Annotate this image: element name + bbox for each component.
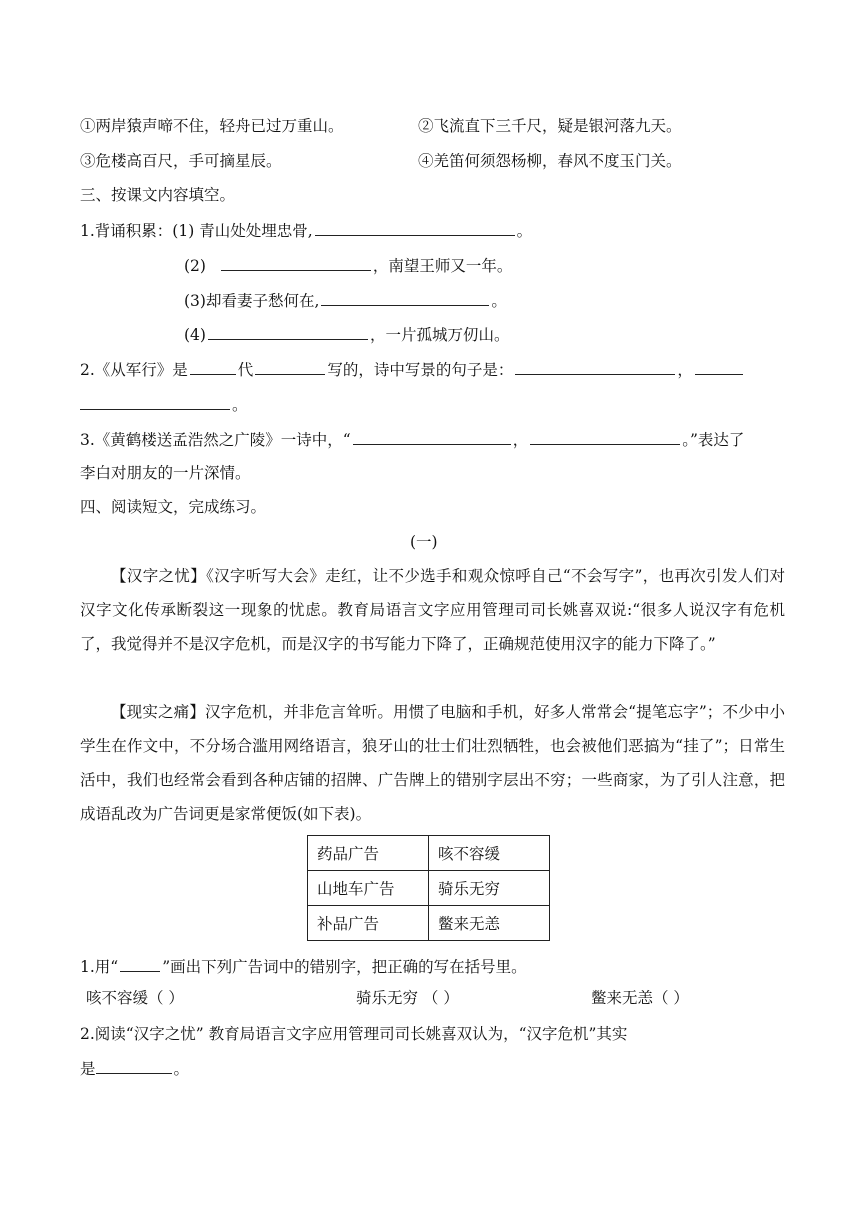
poem-text: ，一片孤城万仞山。 xyxy=(369,326,510,344)
answer-blank[interactable] xyxy=(530,428,680,445)
answer-blank[interactable] xyxy=(120,955,160,972)
question-2-line-1 xyxy=(80,358,745,380)
punctuation: 。 xyxy=(173,1060,190,1078)
item-number: (2) xyxy=(184,257,206,275)
question-1-label: 1.背诵积累： xyxy=(80,222,173,240)
poem-option-2: ②飞流直下三千尺，疑是银河落九天。 xyxy=(418,117,682,135)
punctuation: ， xyxy=(677,361,693,379)
answer-blank[interactable] xyxy=(315,219,515,236)
table-cell: 咳不容缓 xyxy=(429,836,550,871)
table-row xyxy=(308,871,550,906)
table-row xyxy=(308,906,550,941)
section3-heading: 三、按课文内容填空。 xyxy=(80,186,236,204)
passage-paragraph-1: 【汉字之忧】《汉字听写大会》走红，让不少选手和观众惊呼自己“不会写字”，也再次引发人们对汉字文化传承断裂这一现象的忧虑。教育局语言文字应用管理司司长姚喜双说:“很多人说汉字有危机了，我觉得并不是汉字危机，而是汉字的书写能力下降了，正确规范使用汉字的能力下降了。” xyxy=(80,567,785,653)
passage-question-2: 2.阅读“汉字之忧” 教育局语言文字应用管理司司长姚喜双认为，“汉字危机”其实 xyxy=(80,1025,628,1043)
question-1-line-3 xyxy=(184,289,507,311)
punctuation: 。 xyxy=(232,396,248,414)
answer-blank[interactable] xyxy=(80,393,230,410)
question-text: 1.用“ xyxy=(80,958,119,976)
question-text: 2.《从军行》是 xyxy=(80,361,188,379)
question-text: ”画出下列广告词中的错别字，把正确的写在括号里。 xyxy=(162,958,527,976)
poem-option-3: ③危楼高百尺，手可摘星辰。 xyxy=(80,152,282,170)
poem-option-1: ①两岸猿声啼不住，轻舟已过万重山。 xyxy=(80,117,344,135)
question-text: 是 xyxy=(80,1060,96,1078)
item-number: (4) xyxy=(184,326,206,344)
poem-option-4: ④羌笛何须怨杨柳，春风不度玉门关。 xyxy=(418,152,682,170)
answer-3: 鳖来无恙（ ） xyxy=(591,989,689,1007)
answer-2: 骑乐无穷 （ ） xyxy=(356,989,459,1007)
item-number: (1) xyxy=(172,222,195,240)
passage-question-2-line-2 xyxy=(80,1057,189,1079)
poem-text: ，南望王师又一年。 xyxy=(372,257,513,275)
question-text: 代 xyxy=(237,361,254,379)
section4-heading: 四、阅读短文，完成练习。 xyxy=(80,498,267,516)
table-cell: 骑乐无穷 xyxy=(429,871,550,906)
answer-blank[interactable] xyxy=(190,358,236,375)
poem-text: (3)却看妻子愁何在, xyxy=(184,292,320,310)
table-row xyxy=(308,836,550,871)
answer-blank[interactable] xyxy=(221,254,371,271)
question-1-line-1 xyxy=(80,219,532,241)
answer-blank[interactable] xyxy=(321,289,489,306)
passage-question-1 xyxy=(80,955,527,977)
question-text: 写的，诗中写景的句子是： xyxy=(327,361,514,379)
passage-paragraph-2: 【现实之痛】汉字危机，并非危言耸听。用惯了电脑和手机，好多人常常会“提笔忘字”；不少中小学生在作文中，不分场合滥用网络语言，狼牙山的壮士们壮烈牺牲，也会被他们恶搞为“挂了”；日常生活中，我们也经常会看到各种店铺的招牌、广告牌上的错别字层出不穷；一些商家，为了引人注意，把成语乱改为广告词更是家常便饭(如下表)。 xyxy=(80,703,785,823)
question-3-line-2: 李白对朋友的一片深情。 xyxy=(80,464,251,482)
punctuation: 。 xyxy=(516,222,533,240)
table-cell: 山地车广告 xyxy=(308,871,429,906)
answer-blank[interactable] xyxy=(515,358,675,375)
table-cell: 补品广告 xyxy=(308,906,429,941)
poem-text: 青山处处埋忠骨, xyxy=(199,222,313,240)
question-2-line-2 xyxy=(80,393,248,415)
answer-1: 咳不容缓（ ） xyxy=(86,989,184,1007)
ad-table xyxy=(307,835,550,941)
question-1-line-4 xyxy=(184,323,509,345)
question-3-line-1 xyxy=(80,428,744,450)
answer-blank[interactable] xyxy=(208,323,368,340)
question-text: 。”表达了 xyxy=(682,431,745,449)
answer-blank[interactable] xyxy=(255,358,325,375)
answer-blank[interactable] xyxy=(96,1057,172,1074)
table-cell: 药品广告 xyxy=(308,836,429,871)
answer-blank[interactable] xyxy=(353,428,511,445)
passage-part-number: (一) xyxy=(410,533,438,551)
punctuation: ， xyxy=(512,431,529,449)
question-text: 3.《黄鹤楼送孟浩然之广陵》一诗中，“ xyxy=(80,431,351,449)
punctuation: 。 xyxy=(491,292,507,310)
question-1-line-2 xyxy=(184,254,512,276)
answer-blank[interactable] xyxy=(695,358,743,375)
table-cell: 鳖来无恙 xyxy=(429,906,550,941)
